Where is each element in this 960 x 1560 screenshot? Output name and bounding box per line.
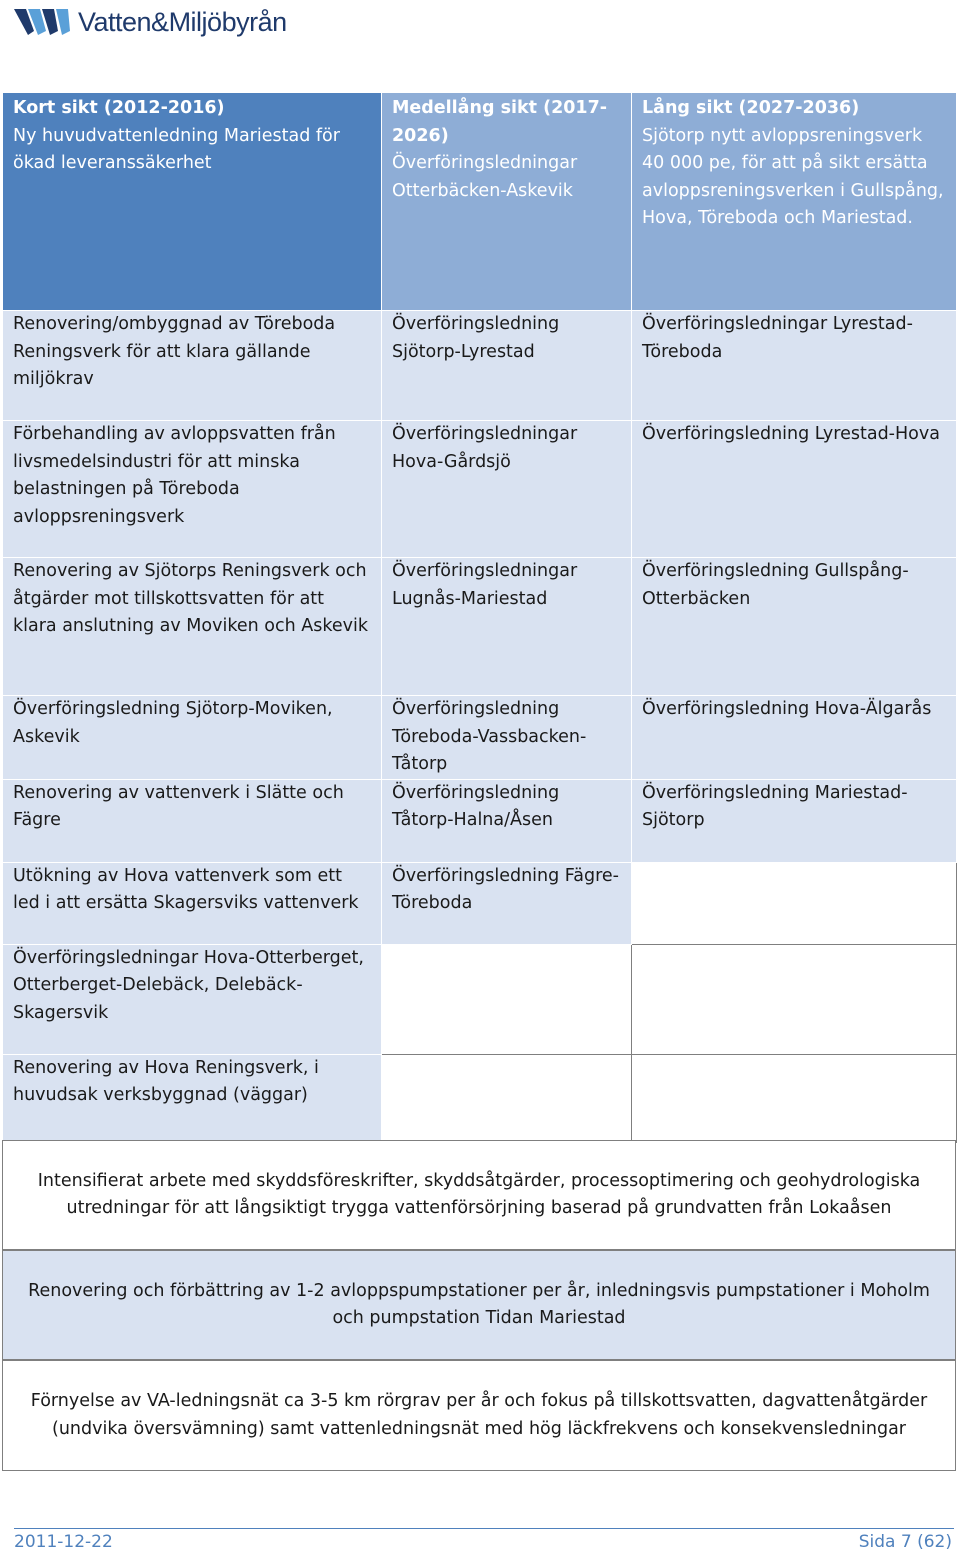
table-cell: Renovering av vattenverk i Slätte och Fägre [3, 779, 382, 862]
table-cell: Överföringsledning Sjötorp-Lyrestad [382, 311, 632, 421]
logo-mark-icon [14, 7, 74, 37]
wide-row-groundwater [2, 1140, 956, 1250]
empty-cell [632, 862, 957, 944]
table-cell: Överföringsledning Fägre-Töreboda [382, 862, 632, 944]
table-row [3, 1054, 957, 1142]
table-cell: Överföringsledningar Lugnås-Mariestad [382, 558, 632, 696]
empty-cell [632, 944, 957, 1054]
table-cell: Renovering av Sjötorps Reningsverk och åtgärder mot tillskottsvatten för att klara anslutning av Moviken och Askevik [3, 558, 382, 696]
table-row [3, 421, 957, 558]
table-row [3, 779, 957, 862]
plan-table [2, 92, 957, 1143]
table-cell: Överföringsledning Töreboda-Vassbacken-Tåtorp [382, 696, 632, 780]
column-header-short-term: Kort sikt (2012-2016) [13, 98, 225, 118]
column-header-long-term: Lång sikt (2027-2036) [642, 98, 860, 118]
footer-divider [14, 1528, 954, 1529]
table-cell: Utökning av Hova vattenverk som ett led i att ersätta Skagersviks vattenverk [3, 862, 382, 944]
table-row [3, 944, 957, 1054]
logo-text: Vatten&Miljöbyrån [78, 6, 287, 37]
table-cell: Förbehandling av avloppsvatten från livsmedelsindustri för att minska belastningen på Töreboda avloppsreningsverk [3, 421, 382, 558]
wide-row-text: Förnyelse av VA-ledningsnät ca 3-5 km rörgrav per år och fokus på tillskottsvatten, dagvattenåtgärder (undvika översvämning) samt vattenledningsnät med hög läckfrekvens och konsekvensledningar [30, 1391, 928, 1439]
table-cell [382, 93, 632, 311]
table-cell: Överföringsledningar Hova-Gårdsjö [382, 421, 632, 558]
empty-cell [382, 944, 632, 1054]
column-header-medium-term: Medellång sikt (2017-2026) [392, 98, 608, 146]
table-cell: Överföringsledning Mariestad-Sjötorp [632, 779, 957, 862]
table-row [3, 558, 957, 696]
footer-date: 2011-12-22 [14, 1532, 113, 1552]
company-logo [14, 4, 287, 40]
table-cell [632, 93, 957, 311]
table-cell: Överföringsledning Tåtorp-Halna/Åsen [382, 779, 632, 862]
table-row [3, 696, 957, 780]
table-cell [3, 93, 382, 311]
table-row [3, 311, 957, 421]
table-row [3, 862, 957, 944]
table-cell: Överföringsledning Sjötorp-Moviken, Askevik [3, 696, 382, 780]
table-cell: Överföringsledningar Hova-Otterberget, Otterberget-Delebäck, Delebäck- Skagersvik [3, 944, 382, 1054]
wide-row-network-renewal [2, 1360, 956, 1471]
footer-page-number: Sida 7 (62) [858, 1532, 952, 1552]
table-cell: Renovering av Hova Reningsverk, i huvudsak verksbyggnad (väggar) [3, 1054, 382, 1142]
table-cell: Överföringsledning Hova-Älgarås [632, 696, 957, 780]
cell-text: Ny huvudvattenledning Mariestad för ökad leveranssäkerhet [13, 125, 340, 173]
cell-text: Sjötorp nytt avloppsreningsverk 40 000 pe, för att på sikt ersätta avloppsreningsverken i Gullspång, Hova, Töreboda och Mariestad. [642, 125, 944, 228]
table-row [3, 93, 957, 311]
table-cell: Överföringsledningar Lyrestad-Töreboda [632, 311, 957, 421]
wide-row-pumpstations [2, 1250, 956, 1360]
table-cell: Överföringsledning Gullspång-Otterbäcken [632, 558, 957, 696]
empty-cell [632, 1054, 957, 1142]
empty-cell [382, 1054, 632, 1142]
wide-row-text: Renovering och förbättring av 1-2 avloppspumpstationer per år, inledningsvis pumpstationer i Moholm och pumpstation Tidan Mariestad [28, 1280, 930, 1328]
cell-text: Överföringsledningar Otterbäcken-Askevik [392, 153, 578, 201]
wide-row-text: Intensifierat arbete med skyddsföreskrifter, skyddsåtgärder, processoptimering och geohydrologiska utredningar för att långsiktigt trygga vattenförsörjning baserad på grundvatten från Lokaåsen [37, 1170, 921, 1218]
table-cell: Överföringsledning Lyrestad-Hova [632, 421, 957, 558]
table-cell: Renovering/ombyggnad av Töreboda Reningsverk för att klara gällande miljökrav [3, 311, 382, 421]
